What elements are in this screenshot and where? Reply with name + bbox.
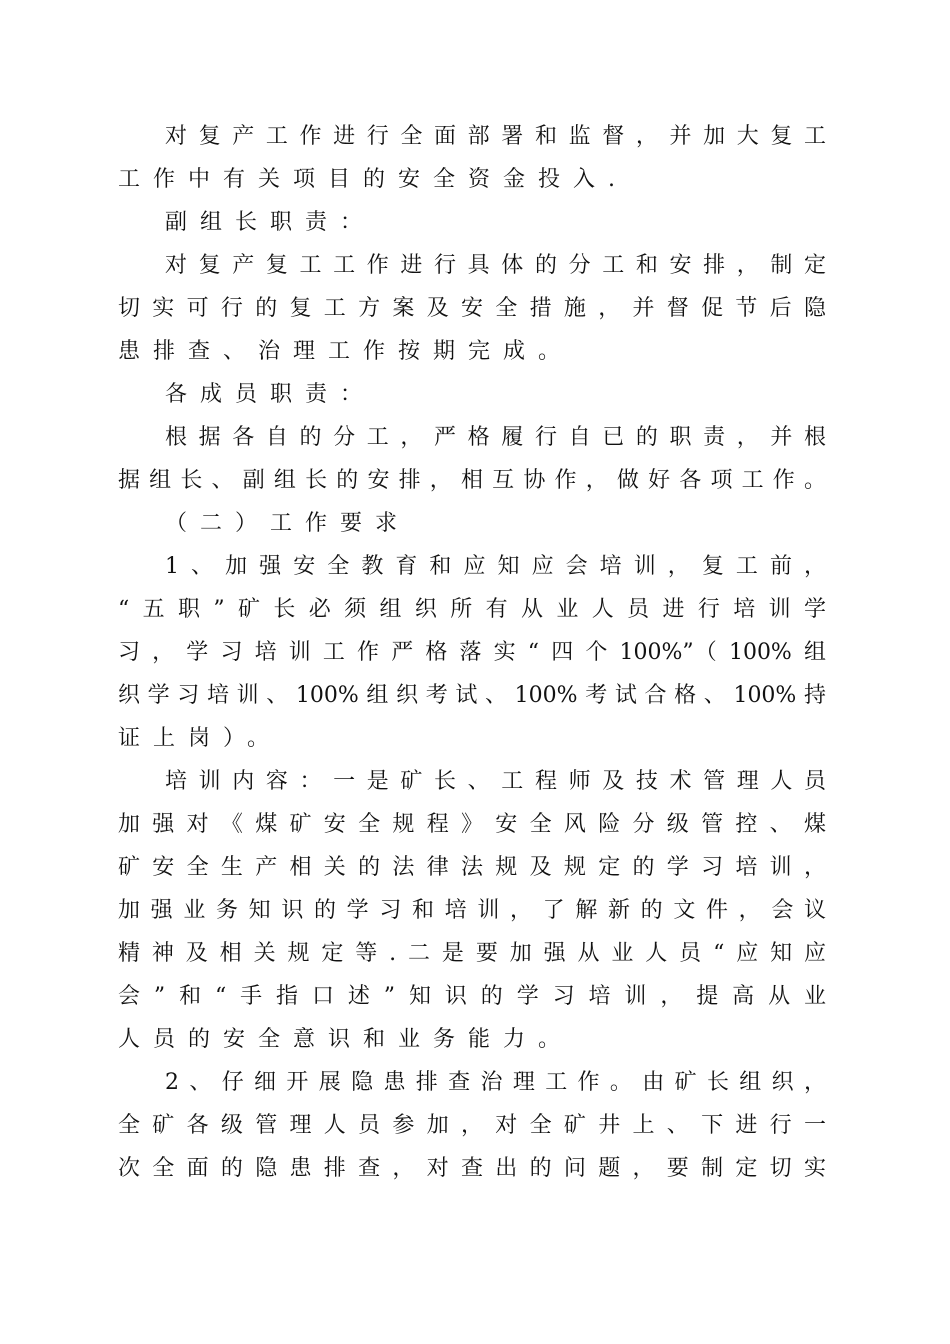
text-line: 习，学习培训工作严格落实“四个100%”（100%组 [118,640,826,665]
text-line: 1、加强安全教育和应知应会培训，复工前， [165,554,826,579]
text-line: 据组长、副组长的安排，相互协作，做好各项工作。 [118,468,826,493]
text-line: 加强对《煤矿安全规程》安全风险分级管控、煤 [118,812,826,837]
text-line: 精神及相关规定等.二是要加强从业人员“应知应 [118,941,826,966]
text-line: 人员的安全意识和业务能力。 [118,1027,574,1052]
text-line: 根据各自的分工，严格履行自已的职责，并根 [165,425,826,450]
text-line: “五职”矿长必须组织所有从业人员进行培训学 [118,597,826,622]
text-line: 织学习培训、100%组织考试、100%考试合格、100%持 [118,683,826,708]
text-line: 会”和“手指口述”知识的学习培训，提高从业 [118,984,826,1009]
text-line: 工作中有关项目的安全资金投入. [118,167,628,192]
text-line: 次全面的隐患排查，对查出的问题，要制定切实 [118,1156,826,1181]
text-line: 患排查、治理工作按期完成。 [118,339,574,364]
section-heading: 各成员职责： [165,382,376,407]
section-heading: 副组长职责： [165,210,376,235]
text-line: 加强业务知识的学习和培训，了解新的文件，会议 [118,898,826,923]
text-line: 培训内容：一是矿长、工程师及技术管理人员 [165,769,826,794]
text-line: 证上岗）。 [118,726,283,751]
section-heading: （二）工作要求 [165,511,411,536]
text-line: 矿安全生产相关的法律法规及规定的学习培训， [118,855,826,880]
text-line: 对复产工作进行全面部署和监督，并加大复工 [165,124,826,149]
text-line: 2、仔细开展隐患排查治理工作。由矿长组织， [165,1070,826,1095]
text-line: 对复产复工工作进行具体的分工和安排，制定 [165,253,826,278]
text-line: 全矿各级管理人员参加，对全矿井上、下进行一 [118,1113,826,1138]
text-line: 切实可行的复工方案及安全措施，并督促节后隐 [118,296,826,321]
